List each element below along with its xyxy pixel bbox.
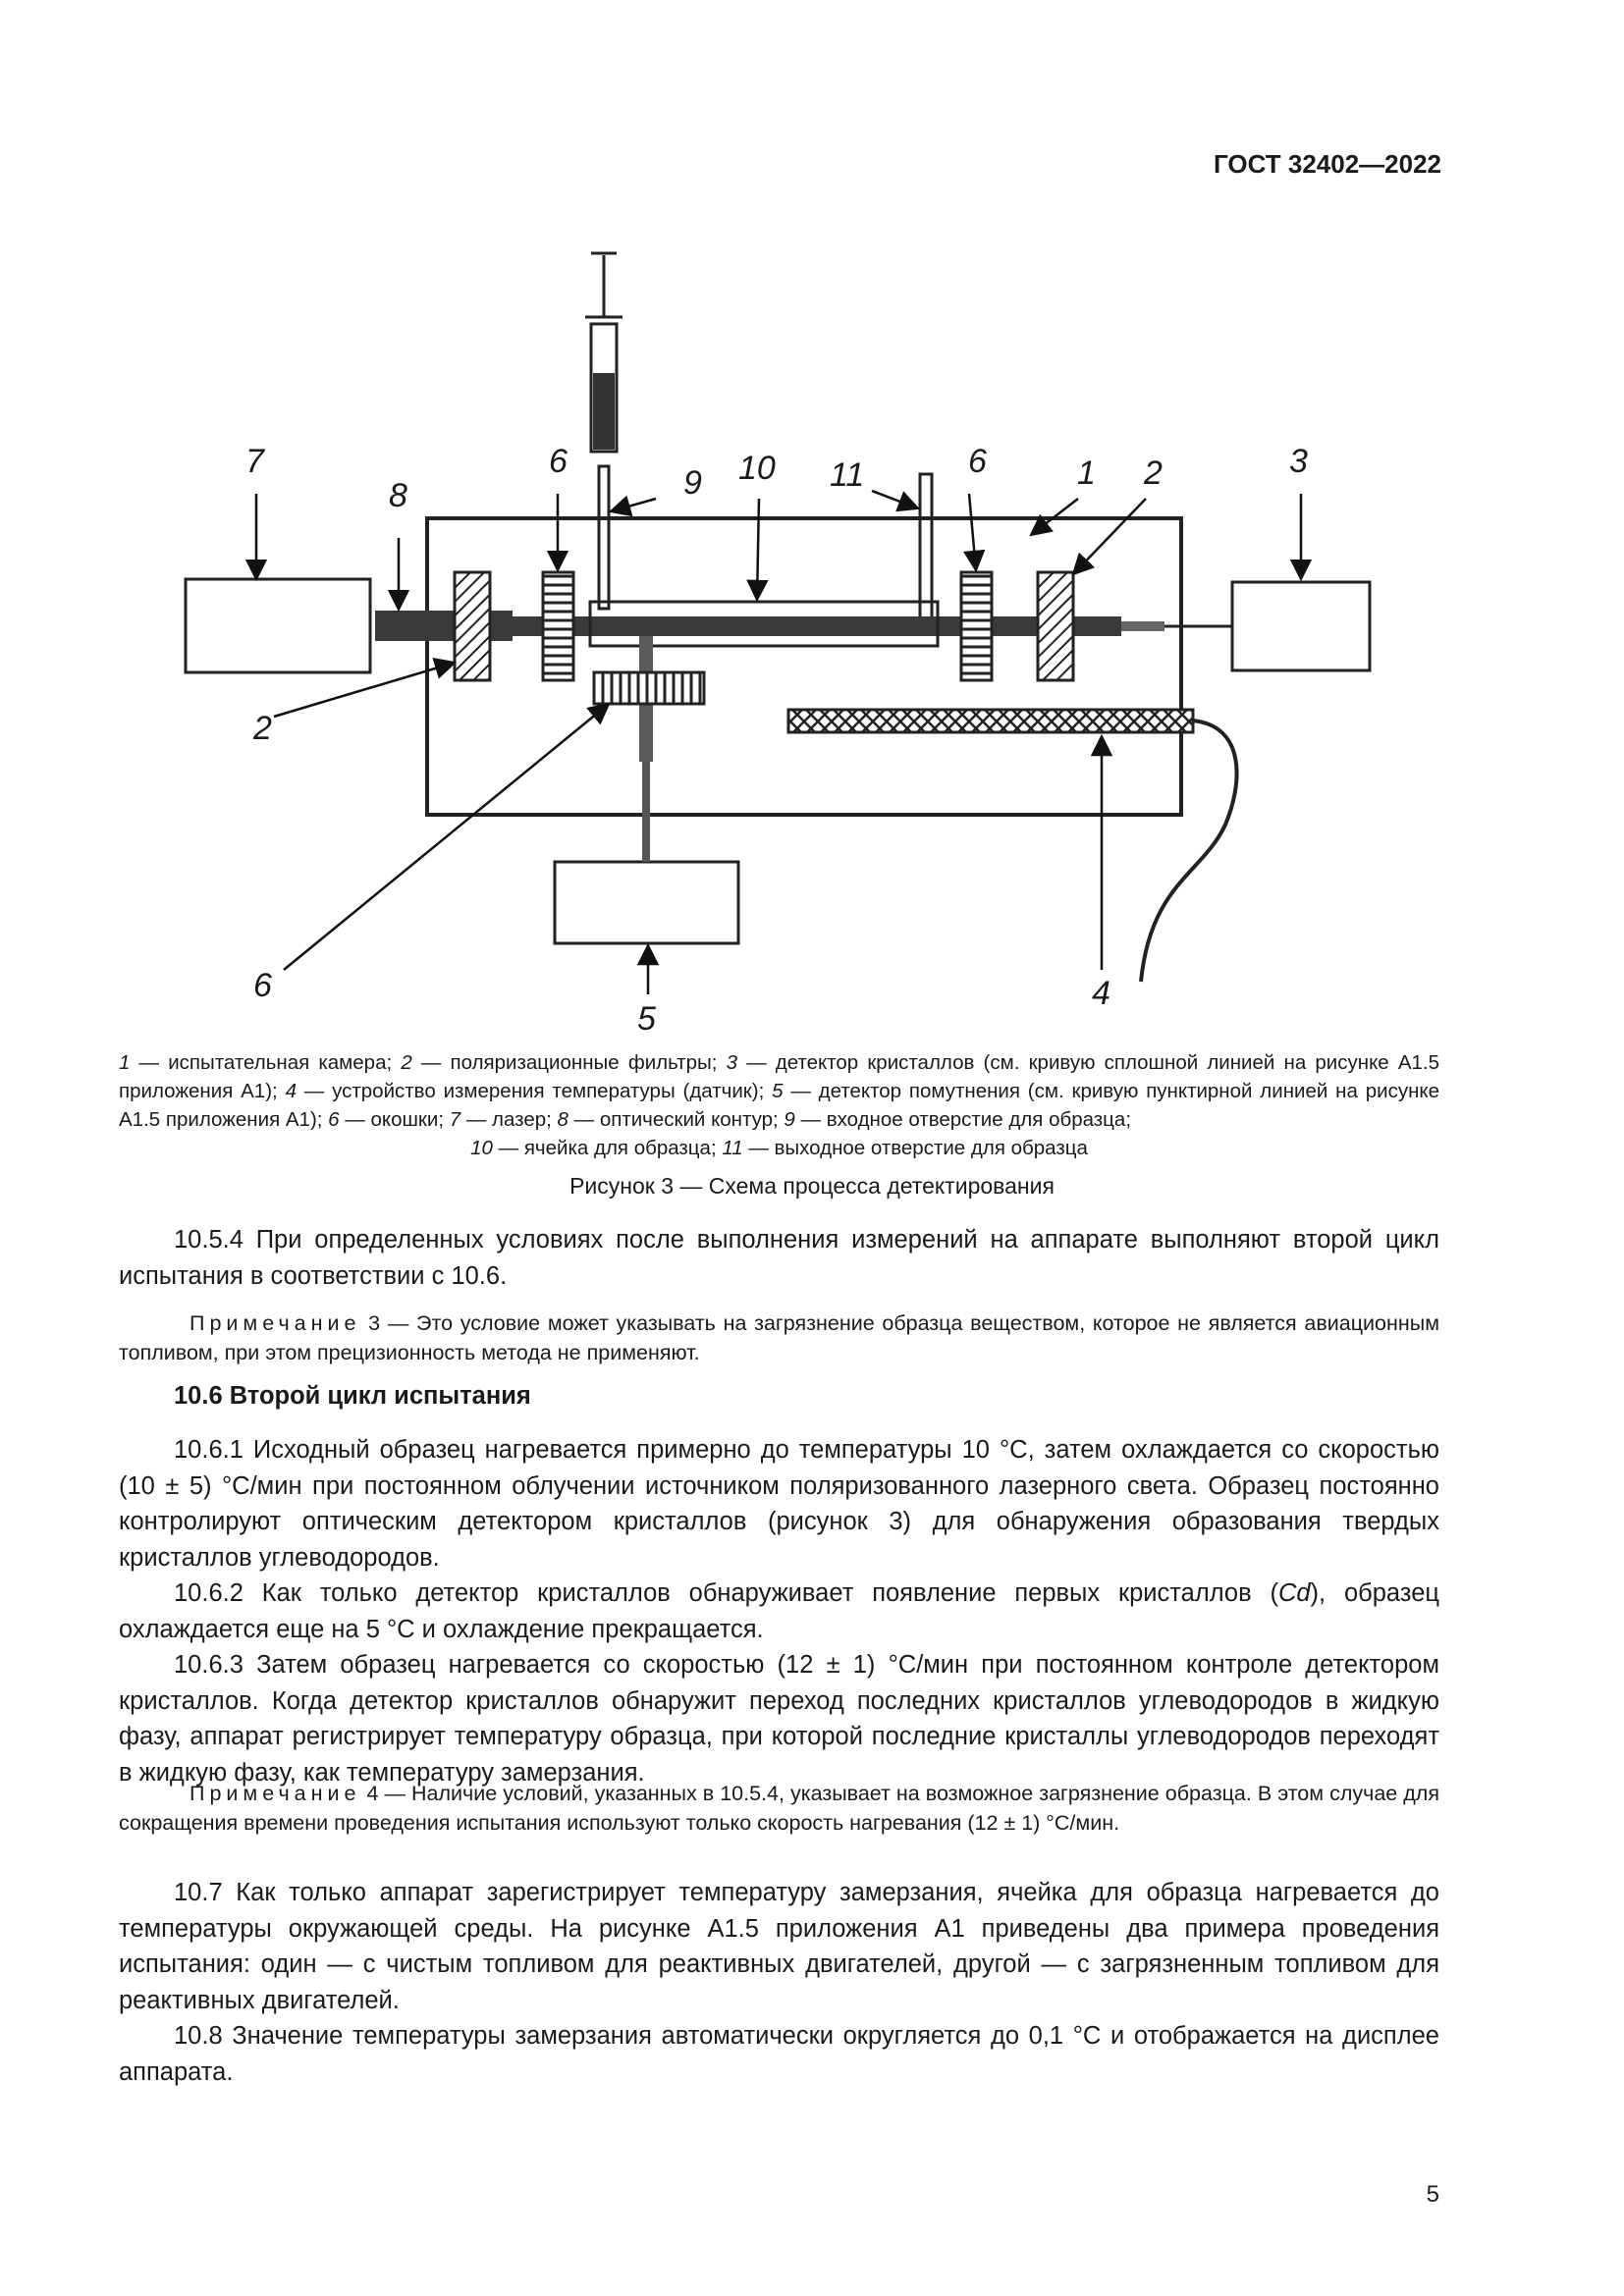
p1062-cd: Cd <box>1277 1579 1311 1607</box>
legend-text-8: — оптический контур; <box>568 1108 785 1131</box>
legend-text-4: — устройство измерения температуры (датчик); <box>296 1080 773 1102</box>
sample-outlet-tube <box>920 474 932 621</box>
legend-num-4: 4 <box>285 1080 297 1102</box>
sensor-cable <box>1141 721 1237 982</box>
legend-text-10: — ячейка для образца; <box>492 1137 723 1159</box>
label-5: 5 <box>637 1000 656 1038</box>
legend-text-1: — испытательная камера; <box>130 1051 402 1074</box>
label-11: 11 <box>830 456 865 494</box>
window-right <box>961 572 992 680</box>
window-bottom <box>594 672 704 704</box>
polarizing-filter-right <box>1038 572 1073 680</box>
legend-num-8: 8 <box>557 1108 568 1131</box>
legend-last-line <box>119 1134 1439 1162</box>
note-4-label: Примечание <box>189 1782 361 1805</box>
label-4: 4 <box>1092 975 1110 1012</box>
p1062-part-b: ), образец охлаждается еще на 5 °С и охлаждение прекращается. <box>119 1579 1439 1643</box>
legend-text-9: — входное отверстие для образца; <box>794 1108 1132 1131</box>
syringe <box>585 253 623 609</box>
temperature-sensor <box>788 710 1193 732</box>
paragraph-10-6-1: 10.6.1 Исходный образец нагревается примерно до температуры 10 °С, затем охлаждается со скоростью (10 ± 5) °С/мин при постоянном облучении источником поляризованного лазерного света. Образец постоянно контролируют оптическим детектором кристаллов (рисунок 3) для обнаружения образования твердых кристаллов углеводородов. <box>119 1436 1439 1572</box>
label-6-top-right: 6 <box>968 443 987 480</box>
figure-title: Рисунок 3 — Схема процесса детектирования <box>569 1173 1055 1199</box>
legend-text-3: — детектор кристаллов (см. кривую сплошной линией на рисунке А1.5 приложения А1); <box>119 1051 1439 1102</box>
p1062-part-a: 10.6.2 Как только детектор кристаллов обнаруживает появление первых кристаллов ( <box>174 1579 1278 1607</box>
page-number: 5 <box>1426 2181 1439 2208</box>
label-6-top-left: 6 <box>549 443 568 480</box>
note-3-text: 3 — Это условие может указывать на загрязнение образца веществом, которое не является авиационным топливом, при этом прецизионность метода не применяют. <box>119 1311 1439 1364</box>
paragraph-10-6-3: 10.6.3 Затем образец нагревается со скоростью (12 ± 1) °С/мин при постоянном контроле детектором кристаллов. Когда детектор кристаллов обнаружит переход последних кристаллов углеводородов в жидкую фазу, аппарат регистрирует температуру образца, при которой последние кристаллы углеводородов переходят в жидкую фазу, как температуру замерзания. <box>119 1651 1439 1787</box>
legend-text-2: — поляризационные фильтры; <box>411 1051 727 1074</box>
window-left <box>543 572 573 680</box>
paragraph-10-7: 10.7 Как только аппарат зарегистрирует температуру замерзания, ячейка для образца нагревается до температуры окружающей среды. На рисунке А1.5 приложения А1 приведены два примера проведения испытания: один — с чистым топливом для реактивных двигателей, другой — с загрязненным топливом для реактивных двигателей. <box>119 1879 1439 2014</box>
legend-num-10: 10 <box>470 1137 493 1159</box>
label-7: 7 <box>245 443 264 480</box>
paragraph-10-5-4: 10.5.4 При определенных условиях после выполнения измерений на аппарате выполняют второй цикл испытания в соответствии с 10.6. <box>119 1226 1439 1290</box>
legend-num-2: 2 <box>401 1051 412 1074</box>
section-heading-10-6: 10.6 Второй цикл испытания <box>174 1382 531 1410</box>
figure-legend <box>119 1048 1439 1162</box>
legend-text-6: — окошки; <box>339 1108 450 1131</box>
legend-text-7: — лазер; <box>460 1108 558 1131</box>
crystal-detector-box <box>1232 582 1370 670</box>
label-9: 9 <box>683 464 702 502</box>
cloud-detector-box <box>555 862 738 943</box>
note-4-text: 4 — Наличие условий, указанных в 10.5.4, указывает на возможное загрязнение образца. В этом случае для сокращения времени проведения испытания используют только скорость нагревания (12 ± 1) °С/мин. <box>119 1782 1439 1835</box>
label-1: 1 <box>1077 454 1096 492</box>
legend-num-7: 7 <box>449 1108 461 1131</box>
optical-path <box>375 611 1232 641</box>
legend-num-9: 9 <box>784 1108 795 1131</box>
note-4 <box>119 1779 1439 1838</box>
label-10: 10 <box>738 450 776 487</box>
legend-text-5: — детектор помутнения (см. кривую пунктирной линией на рисунке А1.5 приложения А1); <box>119 1080 1440 1131</box>
label-6-bottom: 6 <box>253 967 272 1004</box>
note-3 <box>119 1308 1439 1367</box>
legend-num-11: 11 <box>722 1137 743 1159</box>
laser-box <box>186 579 370 672</box>
document-header: ГОСТ 32402—2022 <box>1214 149 1441 179</box>
legend-num-1: 1 <box>119 1051 131 1074</box>
detection-scheme-figure <box>0 0 1624 1041</box>
label-2-top: 2 <box>1144 454 1163 492</box>
label-8: 8 <box>389 477 407 514</box>
legend-text-11: — выходное отверстие для образца <box>742 1137 1088 1159</box>
legend-num-6: 6 <box>328 1108 340 1131</box>
label-3: 3 <box>1289 443 1308 480</box>
legend-num-5: 5 <box>772 1080 784 1102</box>
legend-num-3: 3 <box>726 1051 737 1074</box>
label-2-left: 2 <box>253 710 272 747</box>
note-3-label: Примечание <box>189 1311 361 1335</box>
paragraph-10-8: 10.8 Значение температуры замерзания автоматически округляется до 0,1 °С и отображается на дисплее аппарата. <box>119 2022 1439 2086</box>
paragraph-10-6-2 <box>119 1575 1439 1647</box>
polarizing-filter-left <box>455 572 490 680</box>
